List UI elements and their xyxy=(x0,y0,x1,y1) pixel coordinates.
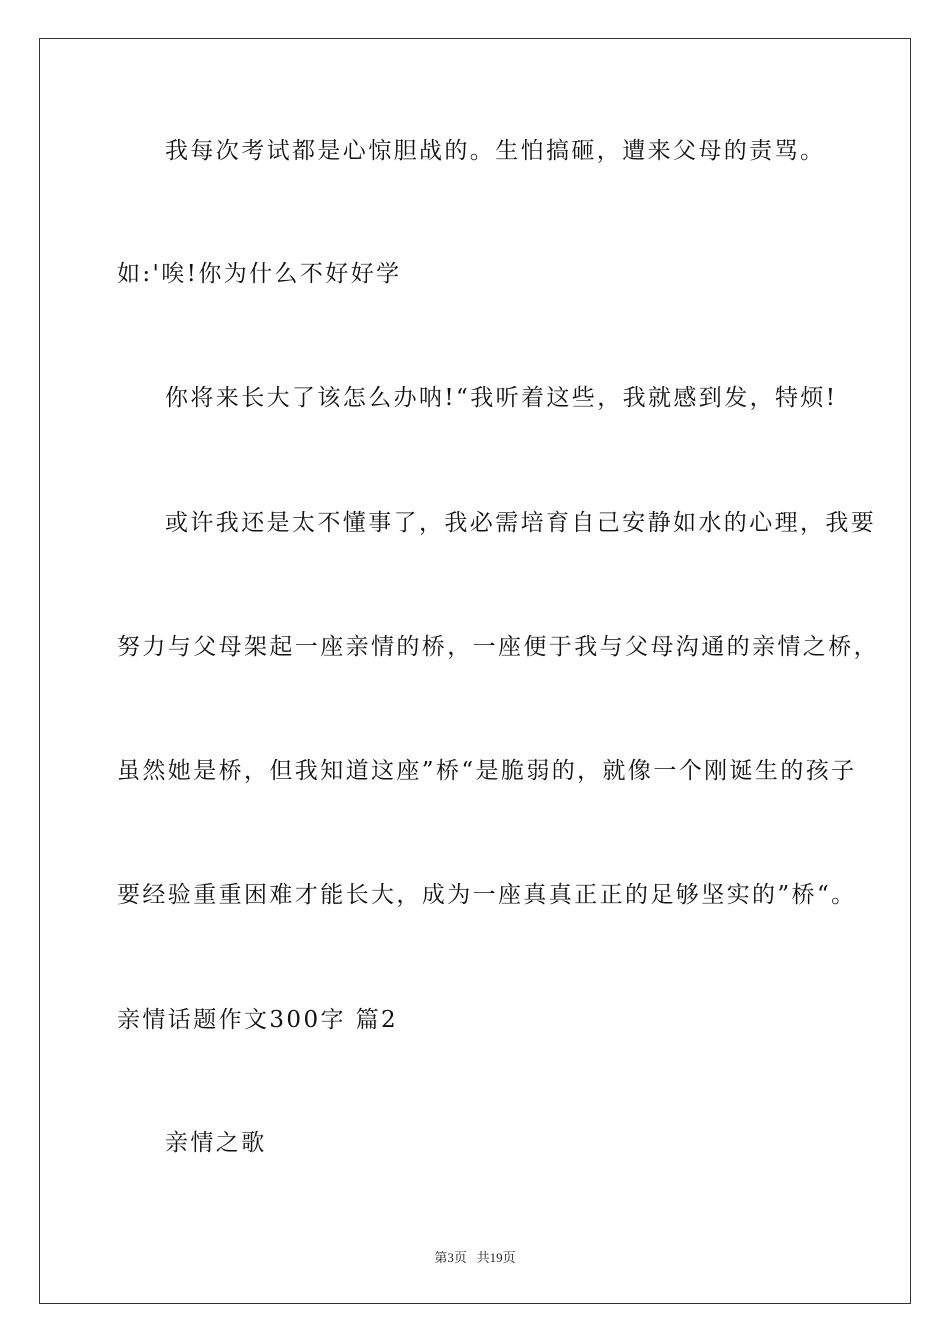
paragraph-line-4: 或许我还是太不懂事了，我必需培育自己安静如水的心理，我要 xyxy=(165,510,877,536)
paragraph-line-3: 你将来长大了该怎么办呐!“我听着这些，我就感到发，特烦! xyxy=(165,385,838,411)
page-total: 共19页 xyxy=(476,1250,516,1265)
page-number: 第3页 xyxy=(434,1250,467,1265)
essay-title: 亲情之歌 xyxy=(165,1130,267,1156)
paragraph-line-2: 如:'唉!你为什么不好好学 xyxy=(117,261,402,287)
paragraph-line-1: 我每次考试都是心惊胆战的。生怕搞砸，遭来父母的责骂。 xyxy=(165,138,826,164)
paragraph-line-7: 要经验重重困难才能长大，成为一座真真正正的足够坚实的”桥“。 xyxy=(117,882,857,908)
paragraph-line-5: 努力与父母架起一座亲情的桥，一座便于我与父母沟通的亲情之桥， xyxy=(117,634,879,660)
page-footer xyxy=(0,1247,950,1266)
page-border xyxy=(39,38,911,1304)
paragraph-line-6: 虽然她是桥，但我知道这座”桥“是脆弱的，就像一个刚诞生的孩子 xyxy=(117,758,857,784)
section-heading: 亲情话题作文300字 篇2 xyxy=(117,1007,399,1033)
